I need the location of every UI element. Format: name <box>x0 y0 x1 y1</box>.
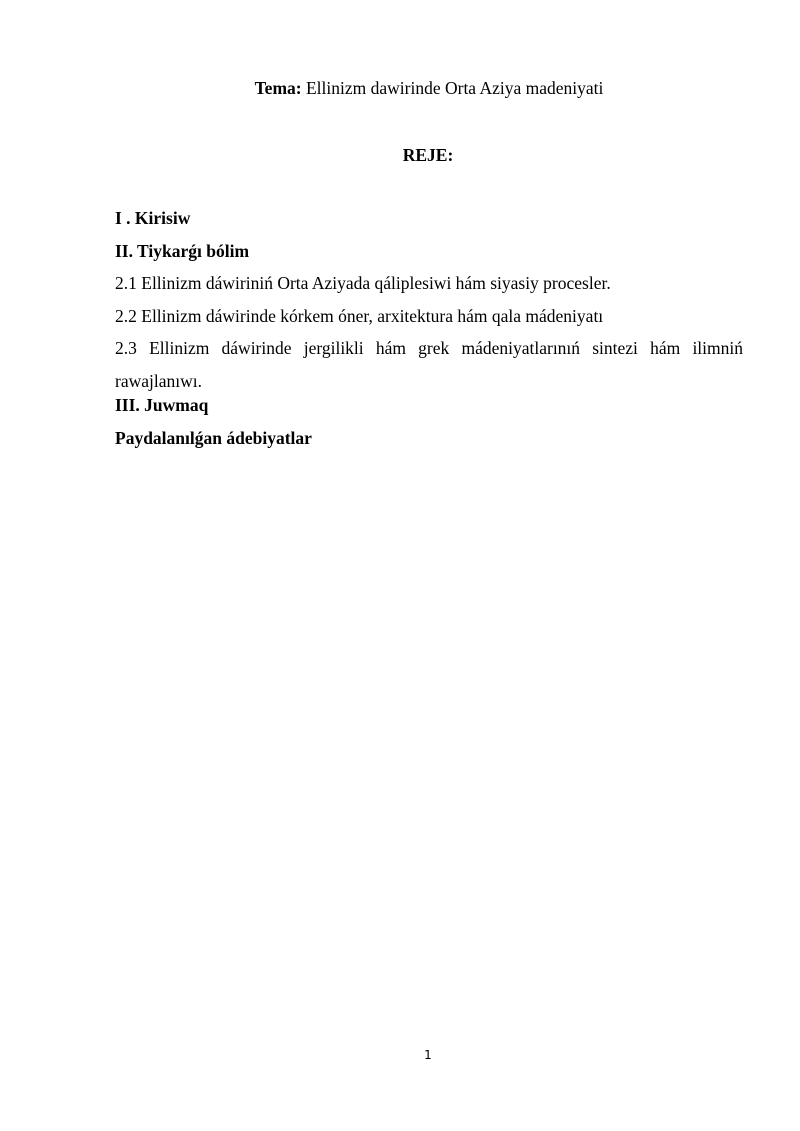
outline-item-introduction: I . Kirisiw <box>115 208 191 228</box>
topic-label: Tema: <box>254 78 302 98</box>
topic-title <box>0 76 800 100</box>
outline-item-main-part: II. Tiykarǵı bólim <box>115 240 250 261</box>
page-number: 1 <box>424 1048 432 1062</box>
outline-item-2-3: 2.3 Ellinizm dáwirinde jergilikli hám grek mádeniyatlarınıń sintezi hám ilimniń rawajlanıwı. <box>115 338 743 391</box>
outline-item-2-2: 2.2 Ellinizm dáwirinde kórkem óner, arxitektura hám qala mádeniyatı <box>115 305 604 326</box>
plan-heading: REJE: <box>402 145 454 165</box>
plan-outline <box>115 206 743 458</box>
outline-item-2-1: 2.1 Ellinizm dáwiriniń Orta Aziyada qáliplesiwi hám siyasiy procesler. <box>115 273 611 293</box>
outline-item-references: Paydalanılǵan ádebiyatlar <box>115 427 312 448</box>
topic-text: Ellinizm dawirinde Orta Aziya madeniyati <box>301 78 604 98</box>
outline-item-conclusion: III. Juwmaq <box>115 395 209 415</box>
